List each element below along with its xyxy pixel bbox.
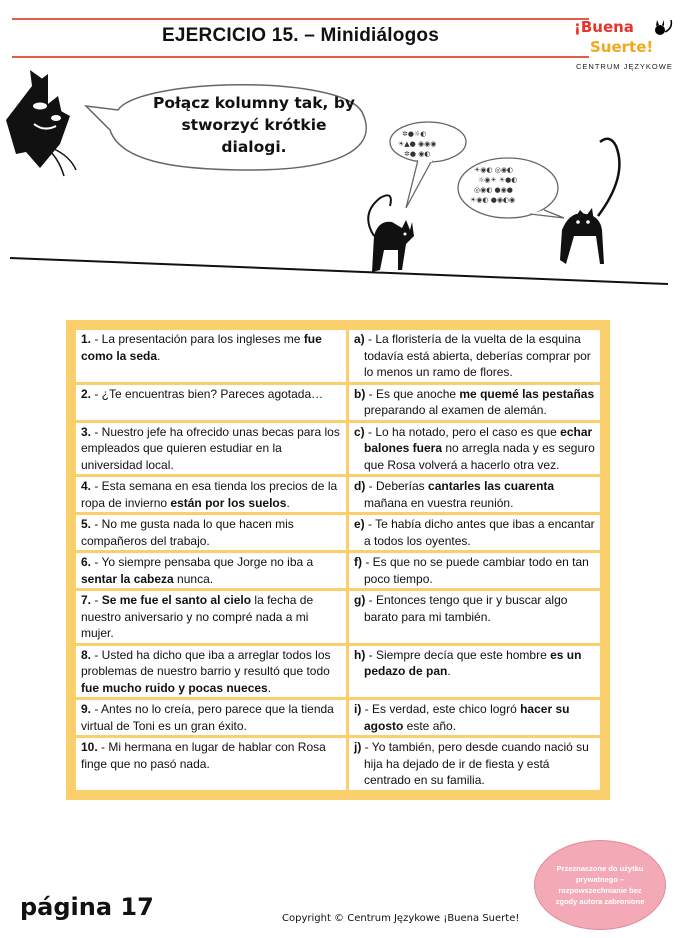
- right-pre-text: - Es verdad, este chico logró: [361, 702, 521, 716]
- dialogue-response-cell: [349, 738, 600, 790]
- left-pre-text: - Nuestro jefe ha ofrecido unas becas para los empleados que quieren estudiar en la universidad local.: [81, 424, 340, 472]
- right-post-text: .: [447, 664, 451, 678]
- dialogue-response-cell: [349, 423, 600, 475]
- table-row: [76, 423, 600, 475]
- logo-subtitle: CENTRUM JĘZYKOWE: [576, 62, 673, 71]
- dialogue-response-cell: [349, 700, 600, 735]
- table-row: [76, 385, 600, 420]
- left-pre-text: - Mi hermana en lugar de hablar con Rosa finge que no pasó nada.: [81, 740, 326, 771]
- left-post-text: .: [267, 680, 272, 695]
- svg-text:☀◉◐ ◎◉◐: ☀◉◐ ◎◉◐: [474, 166, 514, 174]
- page-number: página 17: [20, 893, 154, 921]
- left-pre-text: - ¿Te encuentras bien? Pareces agotada…: [91, 386, 324, 401]
- right-num-text: f): [354, 555, 362, 569]
- left-num-text: 2.: [81, 386, 92, 401]
- matching-table: [73, 327, 603, 793]
- page-title: EJERCICIO 15. – Minidiálogos: [162, 25, 439, 46]
- right-bold-text: cantarles las cuarenta: [428, 479, 555, 493]
- svg-text:☀▲● ◉◉◉: ☀▲● ◉◉◉: [398, 140, 437, 148]
- right-num-text: i): [354, 702, 362, 716]
- left-num-text: 4.: [81, 479, 92, 493]
- dialogue-response-cell: [349, 477, 600, 512]
- table-row: [76, 591, 600, 643]
- left-pre-text: - Usted ha dicho que iba a arreglar todos los problemas de nuestro barrio y resultó que todo: [81, 647, 331, 678]
- right-bold-text: me quemé las pestañas: [459, 386, 595, 401]
- dialogue-response-cell: [349, 330, 600, 382]
- dialogue-response-cell: [349, 385, 600, 420]
- dialogue-prompt-cell: [76, 700, 346, 735]
- dialogue-prompt-cell: [76, 553, 346, 588]
- svg-text:✲● ◉◐: ✲● ◉◐: [404, 150, 431, 158]
- cat-thought-bubble-2: [458, 158, 564, 218]
- right-num-text: g): [354, 593, 366, 607]
- dialogue-response-cell: [349, 591, 600, 643]
- left-num-text: 3.: [81, 424, 92, 439]
- svg-text:◎◉◐ ●◉●: ◎◉◐ ●◉●: [474, 186, 513, 194]
- fence-line: [10, 258, 668, 284]
- table-row: [76, 646, 600, 698]
- right-post-text: este año.: [403, 718, 457, 733]
- right-num-text: c): [354, 424, 365, 439]
- right-bold-text: hacer su agosto: [364, 702, 570, 733]
- dialogue-response-cell: [349, 515, 600, 550]
- right-pre-text: - La floristería de la vuelta de la esquina todavía está abierta, deberías comprar por lo menos un ramo de flores.: [364, 332, 591, 379]
- right-num-text: h): [354, 647, 366, 662]
- left-num-text: 5.: [81, 517, 92, 531]
- instruction-text: [148, 92, 360, 158]
- left-pre-text: - No me gusta nada lo que hacen mis compañeros del trabajo.: [81, 517, 294, 548]
- right-pre-text: - Yo también, pero desde cuando nació su hija ha dejado de ir de fiesta y está centrado en su familia.: [361, 740, 589, 787]
- table-row: [76, 553, 600, 588]
- big-cat-icon: [560, 139, 619, 264]
- right-bold-text: es un pedazo de pan: [364, 647, 582, 678]
- right-post-text: mañana en vuestra reunión.: [364, 495, 514, 510]
- logo-word-1: ¡Buena: [574, 18, 634, 36]
- table-row: [76, 477, 600, 512]
- left-num-text: 7.: [81, 593, 92, 607]
- stamp-text: Przeznaczone do użytku prywatnego – rozpowszechnianie bez zgody autora zabronione: [555, 864, 645, 906]
- left-pre-text: - Yo siempre pensaba que Jorge no iba a: [91, 555, 314, 569]
- left-pre-text: - Antes no lo creía, pero parece que la tienda virtual de Toni es un gran éxito.: [81, 702, 334, 733]
- table-row: [76, 330, 600, 382]
- logo-cat-icon: [574, 18, 678, 62]
- right-num-text: a): [354, 332, 365, 346]
- table-row: [76, 515, 600, 550]
- left-cat-icon: [6, 70, 76, 176]
- dialogue-prompt-cell: [76, 591, 346, 643]
- left-bold-text: fue como la seda: [81, 332, 322, 363]
- dialogue-prompt-cell: [76, 738, 346, 790]
- dialogue-response-cell: [349, 553, 600, 588]
- left-pre-text: - Esta semana en esa tienda los precios de la ropa de invierno: [81, 479, 338, 510]
- svg-text:☼◉☀ ☀●◐: ☼◉☀ ☀●◐: [478, 176, 518, 184]
- right-num-text: b): [354, 386, 366, 401]
- matching-table-frame: [66, 320, 610, 800]
- right-pre-text: - Entonces tengo que ir y buscar algo barato para mi también.: [364, 593, 568, 624]
- left-bold-text: fue mucho ruido y pocas nueces: [81, 680, 268, 695]
- left-pre-text: -: [91, 593, 102, 607]
- left-post-text: .: [286, 495, 290, 510]
- svg-text:✲●☼◐: ✲●☼◐: [402, 130, 427, 138]
- dialogue-prompt-cell: [76, 477, 346, 512]
- dialogue-prompt-cell: [76, 385, 346, 420]
- dialogue-prompt-cell: [76, 646, 346, 698]
- right-pre-text: - Lo ha notado, pero el caso es que: [364, 424, 561, 439]
- right-pre-text: - Es que anoche: [365, 386, 460, 401]
- right-post-text: preparando al examen de alemán.: [364, 403, 547, 417]
- dialogue-prompt-cell: [76, 515, 346, 550]
- left-num-text: 1.: [81, 332, 92, 346]
- right-pre-text: - Es que no se puede cambiar todo en tan poco tiempo.: [362, 555, 589, 586]
- right-num-text: e): [354, 517, 365, 531]
- instruction-line-1: Połącz kolumny tak, by: [152, 94, 356, 112]
- logo-word-2: Suerte!: [590, 38, 654, 56]
- left-num-text: 10.: [81, 740, 98, 754]
- dialogue-response-cell: [349, 646, 600, 698]
- left-post-text: nunca.: [173, 571, 214, 586]
- left-num-text: 6.: [81, 555, 92, 569]
- right-pre-text: - Siempre decía que este hombre: [365, 647, 551, 662]
- dialogue-prompt-cell: [76, 330, 346, 382]
- left-pre-text: - La presentación para los ingleses me: [91, 332, 304, 346]
- left-num-text: 8.: [81, 647, 92, 662]
- title-bar: [12, 18, 589, 58]
- copyright-notice: Copyright © Centrum Językowe ¡Buena Suerte!: [282, 913, 520, 924]
- table-row: [76, 738, 600, 790]
- instruction-line-2: stworzyć krótkie dialogi.: [181, 116, 327, 156]
- left-bold-text: sentar la cabeza: [81, 571, 174, 586]
- table-row: [76, 700, 600, 735]
- left-bold-text: están por los suelos: [170, 495, 287, 510]
- right-pre-text: - Deberías: [365, 479, 429, 493]
- right-num-text: j): [354, 740, 362, 754]
- right-num-text: d): [354, 479, 366, 493]
- right-pre-text: - Te había dicho antes que ibas a encantar a todos los oyentes.: [364, 517, 595, 548]
- left-post-text: .: [157, 348, 161, 363]
- left-post-text: la fecha de nuestro aniversario y no compré nada a mi mujer.: [81, 593, 314, 640]
- cat-thought-bubble-1: [390, 122, 466, 208]
- private-use-stamp: [534, 840, 666, 930]
- right-post-text: no arregla nada y es seguro que Rosa volverá a hacerlo otra vez.: [364, 441, 595, 472]
- left-num-text: 9.: [81, 702, 92, 716]
- left-bold-text: Se me fue el santo al cielo: [101, 593, 252, 607]
- svg-text:☀◉◐ ●◉◐◉: ☀◉◐ ●◉◐◉: [470, 196, 516, 204]
- right-bold-text: echar balones fuera: [364, 424, 593, 455]
- dialogue-prompt-cell: [76, 423, 346, 475]
